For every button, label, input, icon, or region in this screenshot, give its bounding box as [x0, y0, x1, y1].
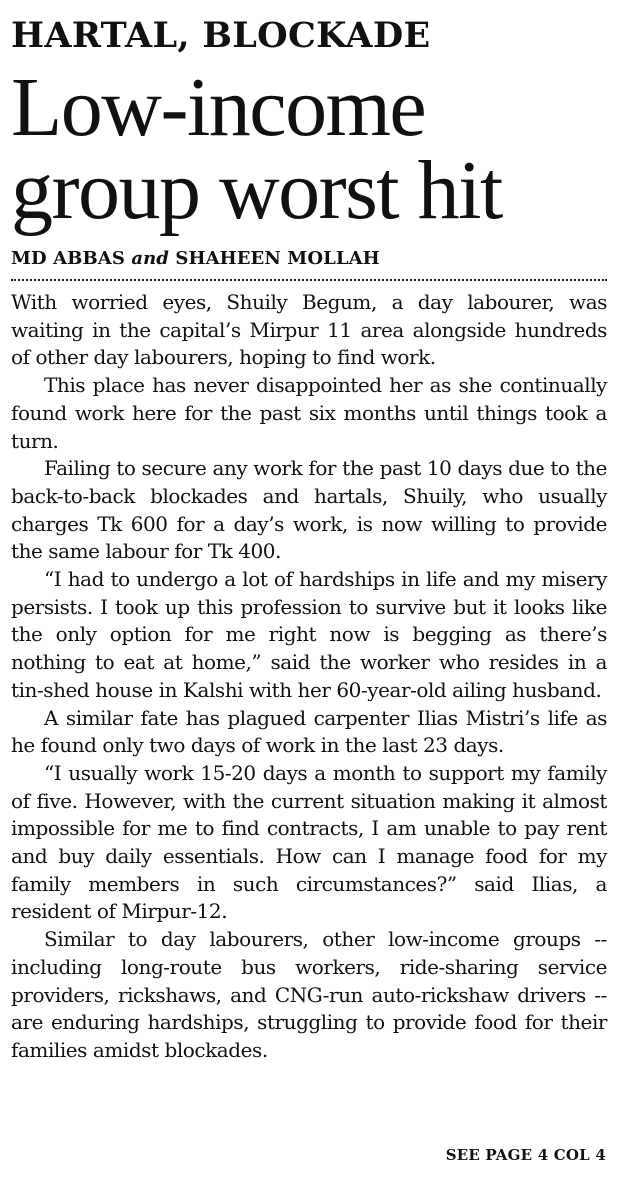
byline-conjunction: and [131, 248, 169, 269]
byline-author-1: MD ABBAS [11, 248, 125, 269]
paragraph-2: This place has never disappointed her as she continually found work here for the past six months until things took a turn. [11, 373, 607, 453]
paragraph-4: “I had to undergo a lot of hardships in life and my misery persists. I took up this profession to survive but it looks like the only option for me right now is begging as there’s nothing to eat at home,” said the worker who resides in a tin-shed house in Kalshi with her 60-year-old ailing husband. [11, 567, 607, 702]
byline-author-2: SHAHEEN MOLLAH [175, 248, 380, 269]
byline [11, 248, 607, 281]
paragraph-5: A similar fate has plagued carpenter Ilias Mistri’s life as he found only two days of work in the last 23 days. [11, 705, 607, 758]
article-body [11, 289, 607, 1065]
paragraph-3: Failing to secure any work for the past 10 days due to the back-to-back blockades and hartals, Shuily, who usually charges Tk 600 for a day’s work, is now willing to provide the same labour for Tk 400. [11, 456, 607, 564]
headline: Low-income group worst hit [11, 61, 502, 237]
paragraph-7: Similar to day labourers, other low-income groups -- including long-route bus workers, ride-sharing service providers, rickshaws, and CNG-run auto-rickshaw drivers -- are enduring hardships, struggling to provide food for their families amidst blockades. [11, 927, 607, 1062]
paragraph-6: “I usually work 15-20 days a month to support my family of five. However, with the current situation making it almost impossible for me to find contracts, I am unable to pay rent and buy daily essentials. How can I manage food for my family members in such circumstances?” said Ilias, a resident of Mirpur-12. [11, 760, 607, 924]
article [11, 16, 607, 1065]
paragraph-1: With worried eyes, Shuily Begum, a day labourer, was waiting in the capital’s Mirpur 11 area alongside hundreds of other day labourers, hoping to find work. [11, 290, 607, 370]
continuation-line: SEE PAGE 4 COL 4 [445, 1146, 606, 1164]
kicker: HARTAL, BLOCKADE [11, 15, 431, 56]
